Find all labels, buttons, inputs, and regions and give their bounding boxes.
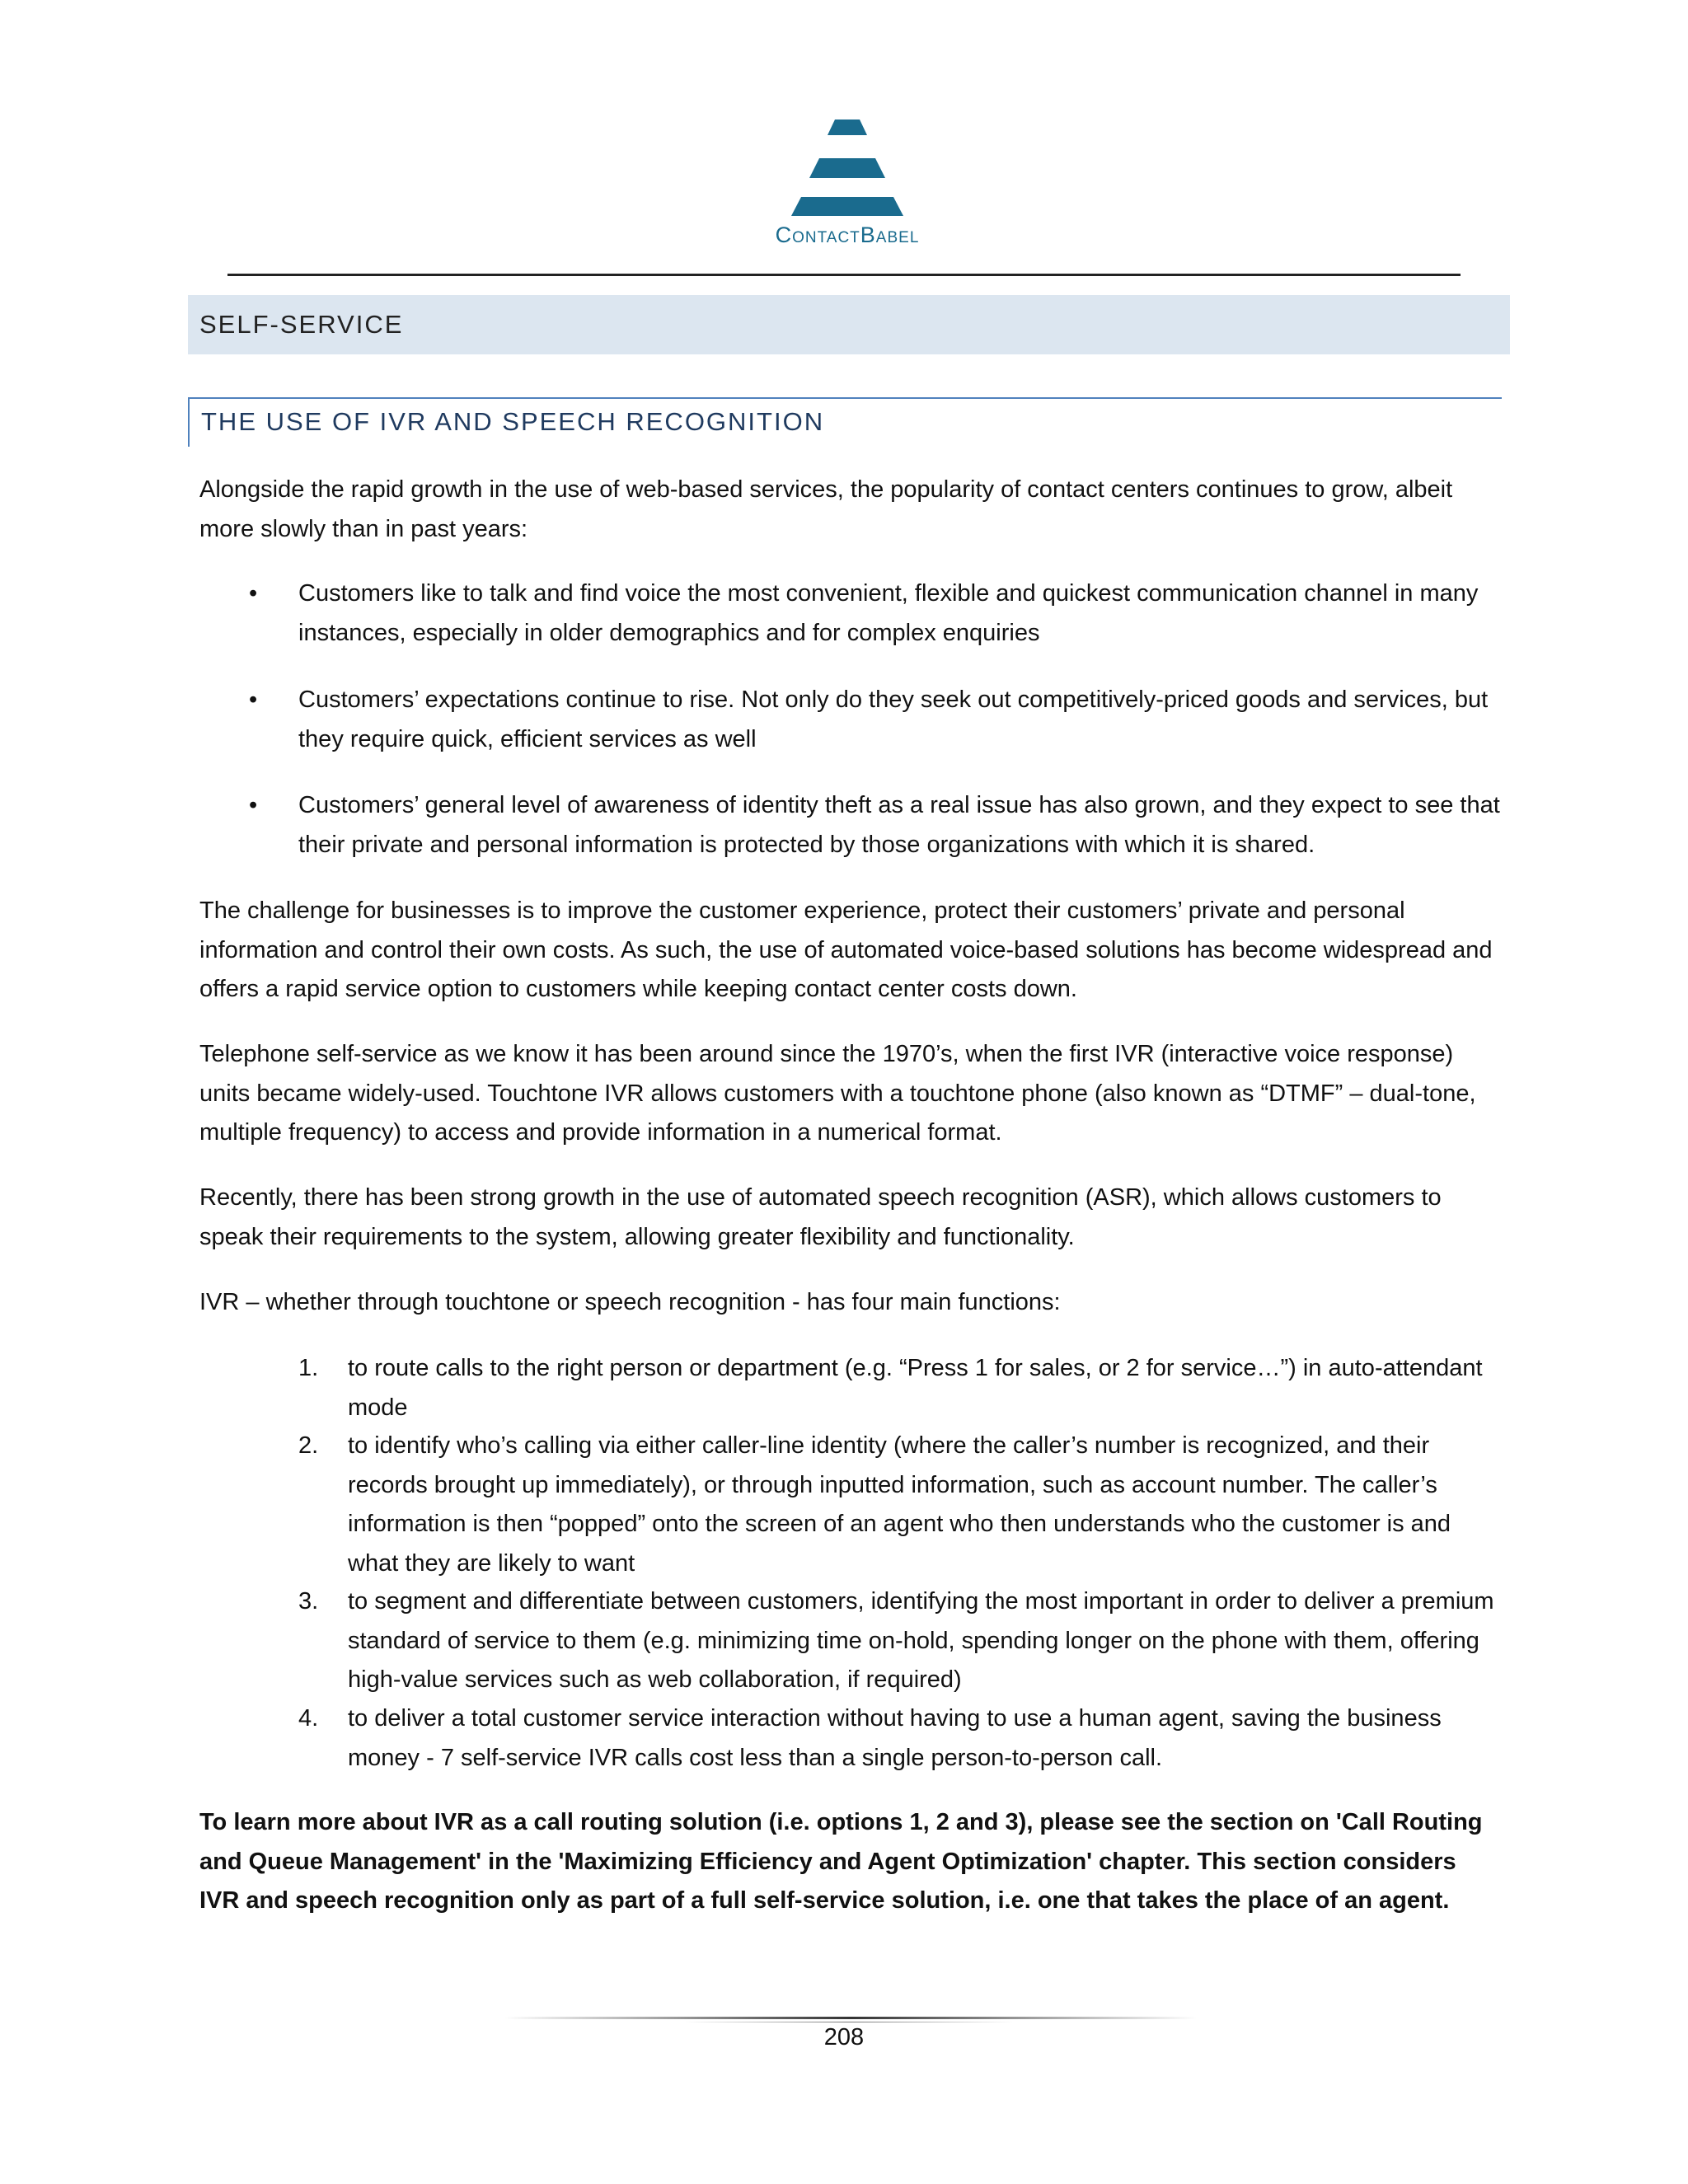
list-number: 4.	[298, 1705, 319, 1732]
functions-intro-paragraph: IVR – whether through touchtone or speech recognition - has four main functions:	[199, 1289, 1061, 1315]
list-number: 2.	[298, 1432, 319, 1459]
list-text: to deliver a total customer service interaction without having to use a human agent, saving the business money - 7 self-service IVR calls cost less than a single person-to-person call.	[348, 1705, 1442, 1771]
list-number: 1.	[298, 1355, 319, 1381]
bullet-text: Customers like to talk and find voice the most convenient, flexible and quickest communication channel in many instances, especially in older demographics and for complex enquiries	[298, 580, 1479, 646]
telephone-paragraph: Telephone self-service as we know it has been around since the 1970’s, when the first IVR (interactive voice response) units became widely-used. Touchtone IVR allows customers with a touchtone phone (also known as “DTMF” – dual-tone, multiple frequency) to access and provide information in a numerical format.	[199, 1041, 1476, 1146]
list-number: 3.	[298, 1588, 319, 1615]
bullet-marker: •	[249, 580, 258, 607]
subsection-title: THE USE OF IVR AND SPEECH RECOGNITION	[201, 407, 825, 436]
bullet-text: Customers’ expectations continue to rise. Not only do they seek out competitively-priced goods and services, but they require quick, efficient services as well	[298, 687, 1489, 752]
bullet-text: Customers’ general level of awareness of identity theft as a real issue has also grown, and they expect to see that their private and personal information is protected by those organizations with which it is shared.	[298, 792, 1500, 858]
bullet-marker: •	[249, 792, 258, 818]
logo-wordmark: ContactBabel	[775, 223, 920, 247]
recently-paragraph: Recently, there has been strong growth in the use of automated speech recognition (ASR), which allows customers to speak their requirements to the system, allowing greater flexibility and functionality.	[199, 1184, 1442, 1250]
subsection-heading	[188, 397, 1502, 447]
list-text: to route calls to the right person or department (e.g. “Press 1 for sales, or 2 for service…”) in auto-attendant mode	[348, 1355, 1483, 1421]
page-number: 208	[823, 2024, 865, 2050]
section-heading-bar	[188, 295, 1510, 354]
bold-note-paragraph: To learn more about IVR as a call routing solution (i.e. options 1, 2 and 3), please see the section on 'Call Routing and Queue Management' in the 'Maximizing Efficiency and Agent Optimization' chapter. This section considers IVR and speech recognition only as part of a full self-service solution, i.e. one that takes the place of an agent.	[199, 1809, 1483, 1914]
intro-paragraph: Alongside the rapid growth in the use of web-based services, the popularity of contact centers continues to grow, albeit more slowly than in past years:	[199, 476, 1453, 542]
header-divider	[227, 274, 1461, 276]
logo-pyramid-icon	[748, 114, 946, 221]
list-text: to segment and differentiate between customers, identifying the most important in order to deliver a premium standard of service to them (e.g. minimizing time on-hold, spending longer on the phone with them, offering high-value services such as web collaboration, if required)	[348, 1588, 1494, 1693]
challenge-paragraph: The challenge for businesses is to improve the customer experience, protect their customers’ private and personal information and control their own costs. As such, the use of automated voice-based solutions has become widespread and offers a rapid service option to customers while keeping contact center costs down.	[199, 898, 1493, 1002]
company-logo	[748, 114, 946, 254]
bullet-marker: •	[249, 687, 258, 713]
list-text: to identify who’s calling via either caller-line identity (where the caller’s number is recognized, and their records brought up immediately), or through inputted information, such as account number. The caller’s information is then “popped” onto the screen of an agent who then understands who the customer is and what they are likely to want	[348, 1432, 1451, 1577]
footer-divider	[504, 2017, 1197, 2019]
section-title: SELF-SERVICE	[199, 310, 404, 339]
